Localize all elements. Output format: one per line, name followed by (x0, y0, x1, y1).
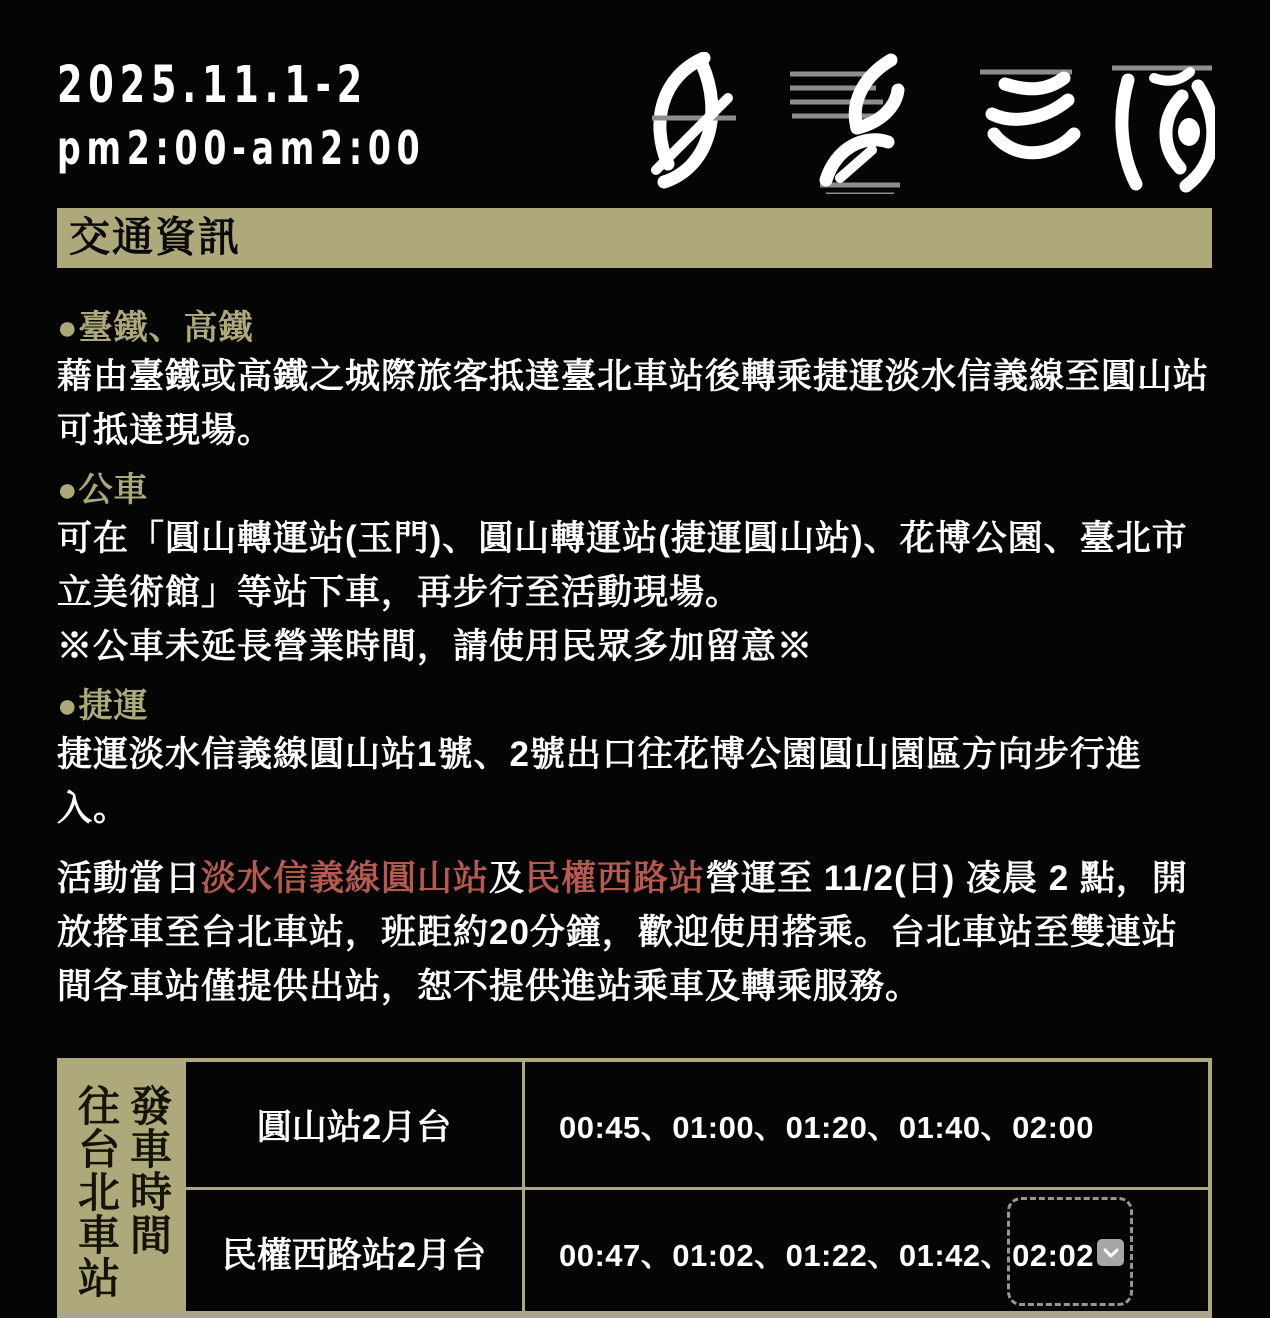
event-date-block (57, 56, 569, 175)
operation-notice-paragraph (57, 852, 1213, 1014)
section-note-bus: ※公車未延長營業時間，請使用民眾多加留意※ (57, 627, 814, 666)
notice-segment: 活動當日 (57, 859, 202, 898)
times-text: 00:45、01:00、01:20、01:40、02:00 (559, 1110, 1094, 1145)
dropdown-button[interactable] (1097, 1239, 1124, 1266)
event-time-range: pm2:00-am2:00 (57, 121, 426, 175)
poster-content (57, 306, 1213, 1318)
table-header-vertical (61, 1062, 183, 1315)
nuit-blanche-logo-icon (640, 52, 1215, 194)
times-cell-minquan-w-rd (525, 1190, 1208, 1315)
section-body-mrt: 捷運淡水信義線圓山站1號、2號出口往花博公園圓山園區方向步行進入。 (57, 735, 1142, 828)
station-cell-minquan-w-rd: 民權西路站2月台 (186, 1190, 522, 1315)
notice-segment: 及 (489, 859, 526, 898)
event-date: 2025.11.1-2 (57, 56, 368, 115)
table-header-vertical-text (70, 1084, 174, 1315)
section-heading-bus: ●公車 (57, 471, 149, 509)
section-heading-mrt: ●捷運 (57, 687, 149, 725)
section-body-bus: 可在「圓山轉運站(玉門)、圓山轉運站(捷運圓山站)、花博公園、臺北市立美術館」等站下車，再步行至活動現場。 (57, 519, 1188, 612)
vertical-text-departure-time: 發車時間 (125, 1084, 172, 1256)
chevron-down-icon (1103, 1248, 1119, 1258)
poster-header (57, 52, 1215, 202)
vertical-text-to-taipei-main-station: 往台北車站 (73, 1084, 120, 1299)
section-banner-traffic-info: 交通資訊 (57, 208, 1212, 268)
section-body-tra-hsr: 藉由臺鐵或高鐵之城際旅客抵達臺北車站後轉乘捷運淡水信義線至圓山站可抵達現場。 (57, 357, 1210, 450)
notice-segment-highlight-yuanshan: 淡水信義線圓山站 (201, 859, 490, 898)
notice-segment-highlight-minquan: 民權西路站 (525, 859, 706, 898)
selection-overlay-box[interactable] (1007, 1197, 1133, 1306)
times-cell-yuanshan (525, 1062, 1208, 1187)
section-heading-tra-hsr: ●臺鐵、高鐵 (57, 309, 254, 347)
times-text: 00:47、01:02、01:22、01:42、02:02 (559, 1238, 1094, 1273)
notice-segment: 營運至 11/2(日) 凌晨 2 點，開放搭車至台北車站，班距約20分鐘，歡迎使用搭乘。台北車站至雙連站間各車站僅提供出站，恕不提供進站乘車及轉乘服務。 (57, 859, 1188, 1006)
departure-times-table (57, 1058, 1212, 1318)
station-cell-yuanshan: 圓山站2月台 (186, 1062, 522, 1187)
next-section-banner-edge (57, 1311, 1212, 1318)
nuit-blanche-logo (640, 52, 1215, 194)
